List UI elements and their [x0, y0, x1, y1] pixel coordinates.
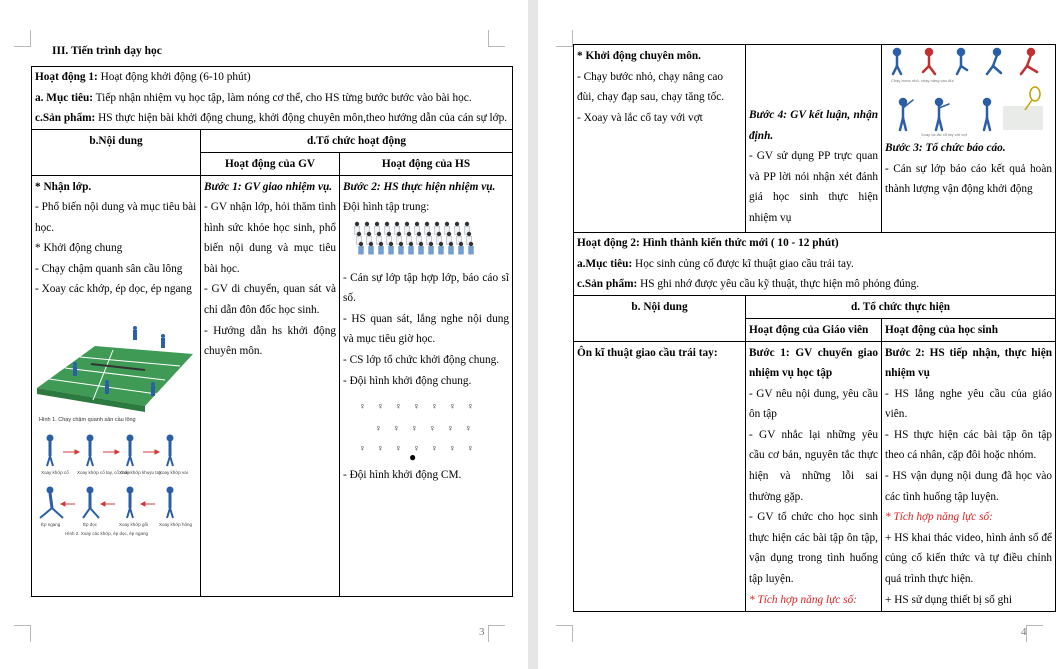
teacher-conclusion-cell: Bước 4: GV kết luận, nhận định. - GV sử dụng PP trực quan và PP lời nói nhận xét đánh giá học sinh thực hiện nhiệm vụ	[746, 45, 882, 233]
student-figure	[409, 241, 413, 245]
student-marker: ♀	[465, 423, 472, 434]
header-content: b. Nội dung	[574, 295, 746, 341]
crop-mark-top-left	[556, 30, 573, 47]
crop-mark-bottom-left	[14, 625, 31, 642]
student-figure	[437, 231, 441, 235]
student-figure	[389, 241, 393, 245]
student-marker: ♀	[375, 423, 382, 434]
student-figure	[427, 231, 431, 235]
figure1-caption: Hình 1. Chạy chậm quanh sân cầu lông	[39, 417, 136, 424]
header-student: Hoạt động của học sinh	[882, 318, 1056, 341]
activity1-summary: Hoạt động 1: Hoạt động khởi động (6-10 phút) a. Mục tiêu: Tiếp nhận nhiệm vụ học tập, làm nóng cơ thể, cho HS từng bước bước vào bài học. c.Sản phẩm: HS thực hiện bài khởi động chung, khởi động chuyên môn,theo hướng dẫn của cán sự lớp.	[32, 67, 513, 130]
assembly-formation-figure	[351, 220, 481, 264]
student-figure	[425, 221, 429, 225]
student-figure	[459, 241, 463, 245]
student-figure	[407, 231, 411, 235]
student-marker: ♀	[431, 443, 438, 454]
student-cell: Bước 2: HS thực hiện nhiệm vụ. Đội hình tập trung: - Cán sự lớp tập hợp lớp, báo cáo sĩ số. - HS quan sát, lắng nghe nội dung và mục tiêu giờ học. - CS lớp tổ chức khởi động chung. - Đội hình khởi động chung. ♀ ♀ ♀ ♀ ♀ ♀ ♀ ♀ ♀ ♀ ♀ ♀ ♀ ♀ ♀ ♀ ♀ ♀ ♀ ♀ ● - Đội hình khởi động CM.	[340, 175, 513, 596]
student-figure	[419, 241, 423, 245]
header-organize: d. Tổ chức thực hiện	[746, 295, 1056, 318]
page4-table	[573, 44, 1056, 612]
figure2-caption: Hình 2. Xoay các khớp, ép dọc, ép ngang	[65, 531, 149, 537]
student-figure	[457, 231, 461, 235]
student-marker: ♀	[467, 443, 474, 454]
teacher-cell: Bước 1: GV giao nhiệm vụ. - GV nhận lớp, hỏi thăm tình hình sức khỏe học sinh, phổ biến nội dung và mục tiêu bài học. - GV di chuyển, quan sát và chỉ dẫn đôn đốc học sinh. - Hướng dẫn hs khởi động chuyên môn.	[201, 175, 340, 596]
student-figure	[367, 231, 371, 235]
student-task-cell: Bước 2: HS tiếp nhận, thực hiện nhiệm vụ - HS lắng nghe yêu cầu của giáo viên. - HS thực hiện các bài tập ôn tập theo cá nhân, cặp đôi hoặc nhóm. - HS vận dụng nội dung đã học vào các tình huống tập luyện. * Tích hợp năng lực số: + HS khai thác video, hình ảnh số để củng cố kiến thức và tự điều chỉnh quá trình thực hiện. + HS sử dụng thiết bị số ghi	[882, 341, 1056, 612]
crop-mark-bottom-right	[1026, 625, 1043, 642]
joint-label-hip: Xoay khớp hông	[159, 522, 192, 528]
badminton-court-figure	[35, 306, 195, 424]
student-figure	[397, 231, 401, 235]
joint-label-front-lunge: Ép dọc	[83, 522, 98, 528]
page-number: 3	[479, 626, 485, 638]
student-figure	[439, 241, 443, 245]
student-report-cell: Chạy bước nhỏ, chạy nâng cao đùi Xoay và lắc cổ tay với vợt Bước 3: Tổ chức báo cáo. - Cán sự lớp báo cáo kết quả hoàn thành lượng vận động khởi động	[882, 45, 1056, 233]
student-marker: ♀	[413, 443, 420, 454]
photo-caption-top: Chạy bước nhỏ, chạy nâng cao đùi	[891, 78, 954, 83]
student-figure	[405, 221, 409, 225]
student-figure	[385, 221, 389, 225]
student-figure	[417, 231, 421, 235]
student-figure	[449, 241, 453, 245]
student-marker: ♀	[359, 443, 366, 454]
student-marker: ♀	[447, 423, 454, 434]
student-marker: ♀	[467, 401, 474, 412]
header-teacher: Hoạt động của GV	[201, 152, 340, 175]
student-marker: ♀	[411, 423, 418, 434]
document-page-3	[0, 0, 528, 669]
student-figure	[445, 221, 449, 225]
joint-label-side-lunge: Ép ngang	[41, 522, 61, 528]
student-marker: ♀	[377, 401, 384, 412]
student-marker: ♀	[413, 401, 420, 412]
joint-label-shoulder: Xoay khớp vai	[159, 470, 188, 476]
student-figure	[429, 241, 433, 245]
student-figure	[399, 241, 403, 245]
student-marker: ♀	[429, 423, 436, 434]
joint-label-elbow: Xoay khớp khuỷu tay	[119, 470, 162, 476]
document-page-4	[538, 0, 1062, 669]
lesson-content-cell: Ôn kĩ thuật giao cầu trái tay:	[574, 341, 746, 612]
section-title: III. Tiến trình dạy học	[52, 45, 162, 57]
student-figure	[387, 231, 391, 235]
student-marker: ♀	[431, 401, 438, 412]
student-marker: ♀	[449, 401, 456, 412]
student-figure	[355, 221, 359, 225]
warmup-exercise-photos	[885, 46, 1051, 138]
leader-marker: ●	[409, 450, 417, 464]
crop-mark-bottom-left	[556, 625, 573, 642]
activity2-summary: Hoạt động 2: Hình thành kiến thức mới ( 10 - 12 phút) a.Mục tiêu: Học sinh củng cố được kĩ thuật giao cầu trái tay. c.Sản phẩm: HS ghi nhớ được yêu cầu kỹ thuật, thực hiện mô phỏng đúng.	[574, 233, 1056, 296]
header-organize: d.Tổ chức hoạt động	[201, 129, 513, 152]
student-figure	[469, 241, 473, 245]
student-figure	[357, 231, 361, 235]
student-marker: ♀	[393, 423, 400, 434]
content-cell: * Nhận lớp. - Phổ biến nội dung và mục tiêu bài học. * Khởi động chung - Chạy chậm quanh sân cầu lông - Xoay các khớp, ép dọc, ép ngang Hình 1. Chạy chậm quanh sân cầu lông Xoay khớp cổ Xoay khớp cổ tay, cổ chân Xoay khớp khuỷu tay Xoay khớp vai Ép ngang Ép dọc Xoay khớp gối Xoay khớp hông Hình 2. Xoay các khớp, ép dọc, ép ngang	[32, 175, 201, 596]
teacher-task-cell: Bước 1: GV chuyển giao nhiệm vụ học tập - GV nêu nội dung, yêu cầu ôn tập - GV nhắc lại những yêu cầu cơ bản, nguyên tắc thực hiện và những lỗi sai thường gặp. - GV tổ chức cho học sinh thực hiện các bài tập ôn tập, vận dụng trong tình huống tập luyện. * Tích hợp năng lực số:	[746, 341, 882, 612]
student-marker: ♀	[395, 401, 402, 412]
student-figure	[415, 221, 419, 225]
student-figure	[377, 231, 381, 235]
student-figure	[369, 241, 373, 245]
warmup-content-cell: * Khởi động chuyên môn. - Chạy bước nhỏ, chạy nâng cao đùi, chạy đạp sau, chạy tăng tốc. - Xoay và lắc cổ tay với vợt	[574, 45, 746, 233]
student-figure	[455, 221, 459, 225]
student-figure	[395, 221, 399, 225]
joint-label-knee: Xoay khớp gối	[119, 522, 148, 528]
crop-mark-top-left	[14, 30, 31, 47]
student-marker: ♀	[449, 443, 456, 454]
joint-exercise-figure	[35, 428, 195, 538]
page-number: 4	[1021, 626, 1027, 638]
student-figure	[365, 221, 369, 225]
student-figure	[359, 241, 363, 245]
student-figure	[375, 221, 379, 225]
student-figure	[465, 221, 469, 225]
student-marker: ♀	[377, 443, 384, 454]
header-student: Hoạt động của HS	[340, 152, 513, 175]
crop-mark-top-right	[488, 30, 505, 47]
header-teacher: Hoạt động của Giáo viên	[746, 318, 882, 341]
student-figure	[379, 241, 383, 245]
header-content: b.Nội dung	[32, 129, 201, 175]
student-marker: ♀	[395, 443, 402, 454]
student-marker: ♀	[359, 401, 366, 412]
student-figure	[435, 221, 439, 225]
warmup-formation-diagram	[349, 393, 499, 463]
activity1-table	[31, 66, 513, 597]
crop-mark-bottom-right	[488, 625, 505, 642]
student-figure	[447, 231, 451, 235]
joint-label-neck: Xoay khớp cổ	[41, 470, 69, 476]
joint-label-wrist-ankle: Xoay khớp cổ tay, cổ chân	[77, 470, 130, 476]
student-figure	[467, 231, 471, 235]
photo-caption-bottom: Xoay và lắc cổ tay với vợt	[921, 132, 967, 137]
